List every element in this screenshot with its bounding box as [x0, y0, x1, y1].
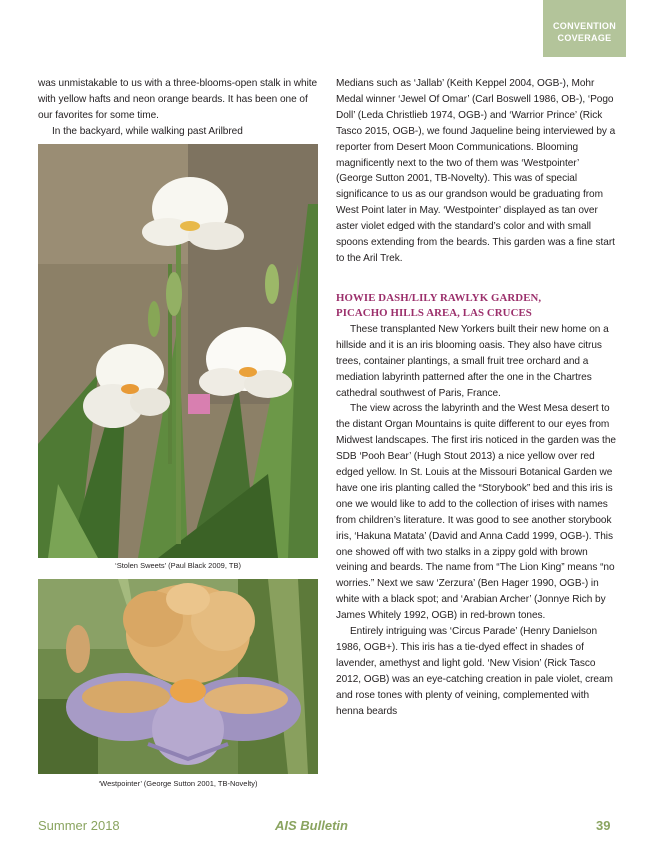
- iris-photo-stolen-sweets: [38, 144, 318, 558]
- right-paragraph-2: The view across the labyrinth and the West Mesa desert to the distant Organ Mountains is quite different to our eyes from Midwest landscapes. The first iris noticed in the garden was the SDB ‘Pooh Bear’ (Hugh Stout 2013) a nice yellow over red edged yellow. In St. Louis at the Missouri Botanical Garden we have one iris planting called the “Storybook” bed and this iris is one we would like to add to the collection of irises with names from children’s literature. It was good to see another storybook iris, ‘Hakuna Matata’ (David and Anna Cadd 1999, OGB-). This one showed off with two stalks in a zippy gold with brown veining and beards. The name from “The Lion King” means “no worries.” Next we saw ‘Zerzura’ (Ben Hager 1990, OGB-) in white with a black spot; and ‘Arabian Archer’ (Jonnye Rich by James Whitely 1992, OGB) in red-brown tones.: [336, 403, 616, 622]
- section-tag-line2: COVERAGE: [557, 32, 612, 43]
- section-heading-line1: HOWIE DASH/LILY RAWLYK GARDEN,: [336, 291, 542, 304]
- right-column: [336, 76, 617, 720]
- footer-publication: AIS Bulletin: [275, 818, 348, 833]
- section-heading: [336, 291, 617, 322]
- photo-caption-1: ‘Stolen Sweets’ (Paul Black 2009, TB): [115, 561, 241, 570]
- section-tag: [543, 0, 626, 57]
- left-paragraph-2: In the backyard, while walking past Arilbred: [52, 125, 243, 137]
- photo-caption-2: ‘Westpointer’ (George Sutton 2001, TB-Novelty): [98, 779, 258, 788]
- iris-photo-westpointer: [38, 579, 318, 774]
- right-paragraph-3: Entirely intriguing was ‘Circus Parade’ (Henry Danielson 1986, OGB+). This iris has a tie-dyed effect in shades of lavender, amethyst and light gold. ‘New Vision’ (Rick Tasco 2012, OGB) was an eye-catching creation in pale violet, cream and rose tones with plenty of veining, complemented with henna beards: [336, 626, 613, 717]
- left-paragraph-1: was unmistakable to us with a three-blooms-open stalk in white with yellow hafts and neon orange beards. It has been one of our favorites for some time.: [38, 78, 318, 121]
- left-column: [38, 76, 320, 140]
- right-paragraph-1: These transplanted New Yorkers built their new home on a hillside and it is an iris blooming oasis. They also have citrus trees, container plantings, a small fruit tree orchard and a mediation labyrinth patterned after the one in the Chartres cathedral southwest of Paris, France.: [336, 323, 609, 399]
- footer-season: Summer 2018: [38, 818, 120, 833]
- footer-page-number: 39: [596, 818, 611, 833]
- section-tag-line1: CONVENTION: [552, 20, 616, 31]
- section-heading-line2: PICACHO HILLS AREA, LAS CRUCES: [336, 307, 532, 320]
- right-paragraph-intro: Medians such as ‘Jallab’ (Keith Keppel 2004, OGB-), Mohr Medal winner ‘Jewel Of Omar’ (Carl Boswell 1986, OB-), ‘Pogo Doll’ (Leda Christlieb 1974, OGB-) and ‘Warrior Prince’ (Rick Tasco 2015, OGB-), we found Jaqueline being interviewed by a reporter from Desert Moon Communications. Blooming magnificently next to the two of them was ‘Westpointer’ (George Sutton 2001, TB-Novelty). This was of special significance to us as our grandson would be graduating from West Point later in May. ‘Westpointer’ displayed as tan over aster violet edged with the standard’s color and with small spoons extending from the beards. This garden was a fine start to the Aril Trek.: [336, 78, 616, 264]
